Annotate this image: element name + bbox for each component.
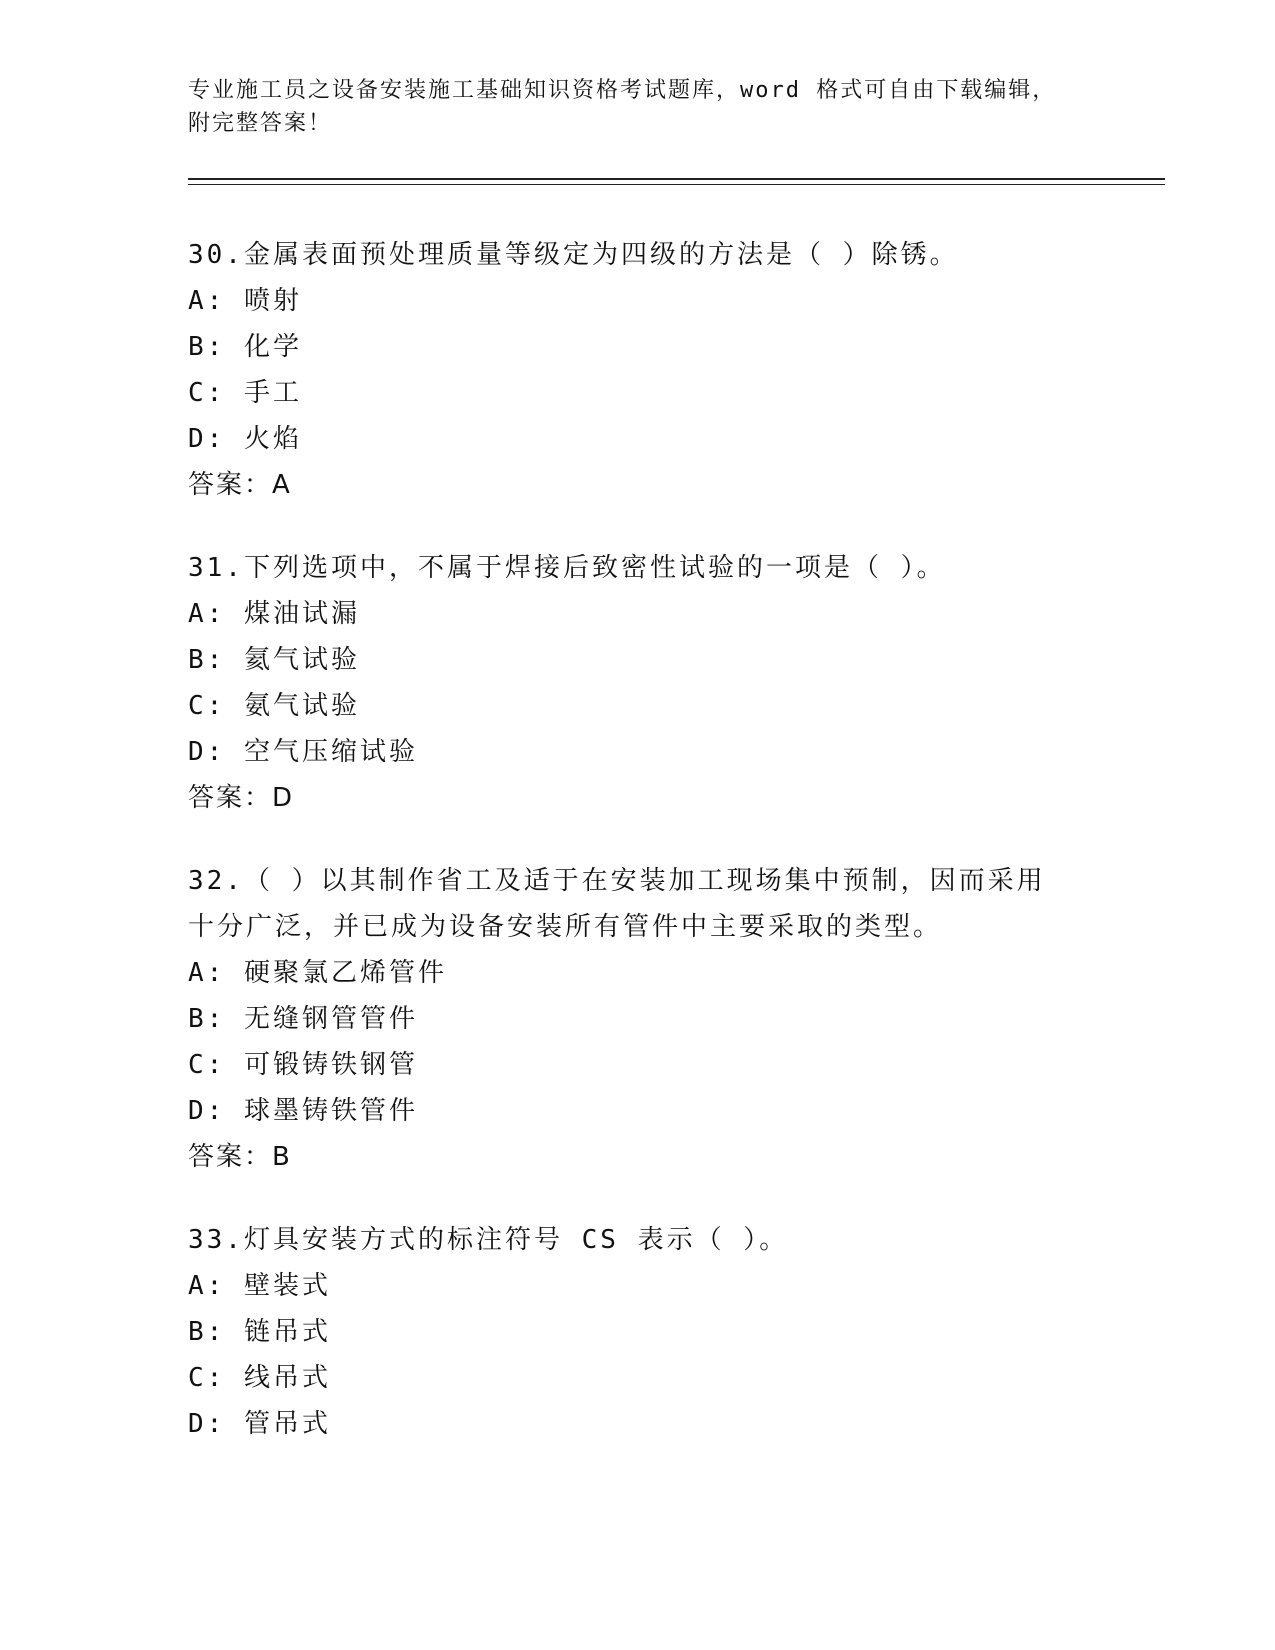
- answer: 答案：D: [188, 783, 295, 813]
- question-stem: 33.灯具安装方式的标注符号 CS 表示（ ）。: [188, 1225, 789, 1255]
- option-c: C: 可锻铸铁钢管: [188, 1050, 418, 1080]
- question-list: [188, 232, 1088, 1484]
- option-a: A: 硬聚氯乙烯管件: [188, 958, 447, 988]
- header-divider-thick: [188, 178, 1165, 180]
- option-d: D: 球墨铸铁管件: [188, 1096, 418, 1126]
- question-33: [188, 1217, 1088, 1447]
- question-stem: 31.下列选项中，不属于焊接后致密性试验的一项是（ ）。: [188, 553, 946, 583]
- question-32: [188, 858, 1088, 1180]
- header-line-2: 附完整答案！: [188, 111, 333, 136]
- option-a: A: 煤油试漏: [188, 599, 360, 629]
- answer: 答案：B: [188, 1142, 292, 1172]
- option-c: C: 氨气试验: [188, 691, 360, 721]
- question-stem: 32.（ ）以其制作省工及适于在安装加工现场集中预制，因而采用十分广泛，并已成为设备安装所有管件中主要采取的类型。: [188, 866, 1046, 942]
- header-divider-thin: [188, 184, 1165, 185]
- option-d: D: 管吊式: [188, 1409, 331, 1439]
- option-c: C: 线吊式: [188, 1363, 331, 1393]
- option-b: B: 化学: [188, 332, 302, 362]
- question-stem: 30.金属表面预处理质量等级定为四级的方法是（ ）除锈。: [188, 240, 959, 270]
- question-31: [188, 545, 1088, 821]
- option-a: A: 壁装式: [188, 1271, 331, 1301]
- option-a: A: 喷射: [188, 286, 302, 316]
- question-30: [188, 232, 1088, 508]
- option-b: B: 链吊式: [188, 1317, 331, 1347]
- answer: 答案：A: [188, 470, 292, 500]
- header-line-1: 专业施工员之设备安装施工基础知识资格考试题库，word 格式可自由下载编辑，: [188, 78, 1057, 103]
- option-b: B: 氦气试验: [188, 645, 360, 675]
- option-b: B: 无缝钢管管件: [188, 1004, 418, 1034]
- option-d: D: 空气压缩试验: [188, 737, 418, 767]
- option-c: C: 手工: [188, 378, 302, 408]
- document-header: [188, 74, 1088, 140]
- option-d: D: 火焰: [188, 424, 302, 454]
